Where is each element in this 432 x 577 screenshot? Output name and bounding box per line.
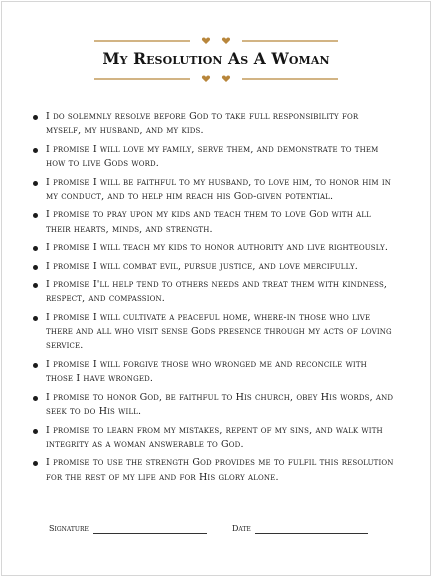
bullet-icon: [33, 213, 38, 218]
bullet-icon: [33, 429, 38, 434]
date-line[interactable]: [255, 533, 368, 534]
bullet-icon: [33, 115, 38, 120]
top-ornament: [94, 36, 338, 46]
bullet-icon: [33, 461, 38, 466]
resolution-item: [32, 110, 394, 139]
page-title: My Resolution As A Woman: [102, 49, 330, 68]
resolution-text: I promise to use the strength God provides me to fulfil this resolution for the rest of my life and for His glory alone.: [46, 457, 394, 483]
resolution-item: [32, 260, 394, 274]
bullet-icon: [33, 181, 38, 186]
signature-line[interactable]: [93, 533, 207, 534]
resolution-item: [32, 391, 394, 420]
resolution-text: I promise I will teach my kids to honor authority and live righteously.: [46, 242, 389, 254]
date-label: Date: [232, 524, 251, 533]
bottom-ornament: [94, 74, 338, 84]
resolution-text: I promise I will forgive those who wronged me and reconcile with those I have wronged.: [46, 358, 367, 385]
resolution-item: [32, 143, 394, 172]
resolution-text: I promise I will love my family, serve them, and demonstrate to them how to live Gods word.: [46, 143, 379, 170]
resolution-item: [32, 176, 394, 205]
resolution-item: [32, 358, 394, 387]
resolution-text: I promise I will be faithful to my husband, to love him, to honor him in my conduct, and to help him reach his God-given potential.: [46, 176, 392, 202]
resolution-text: I promise to honor God, be faithful to His church, obey His words, and seek to do His will.: [46, 391, 394, 418]
resolution-text: I do solemnly resolve before God to take full responsibility for myself, my husband, and my kids.: [46, 111, 359, 137]
resolution-text: I promise to learn from my mistakes, repent of my sins, and walk with integrity as a woman answerable to God.: [46, 424, 383, 450]
resolution-text: I promise I will combat evil, pursue justice, and love mercifully.: [46, 260, 358, 272]
bullet-icon: [33, 396, 38, 401]
resolution-item: [32, 241, 394, 255]
bullet-icon: [33, 283, 38, 288]
resolution-item: [32, 278, 394, 307]
double-heart-icon: [94, 74, 338, 84]
signature-row: [49, 524, 379, 540]
resolution-item: [32, 456, 394, 485]
bullet-icon: [33, 316, 38, 321]
resolution-item: [32, 208, 394, 237]
bullet-icon: [33, 265, 38, 270]
resolution-list: [32, 110, 394, 489]
bullet-icon: [33, 246, 38, 251]
resolution-text: I promise to pray upon my kids and teach them to love God with all their hearts, minds, and strength.: [46, 209, 371, 235]
bullet-icon: [33, 363, 38, 368]
resolution-item: [32, 311, 394, 354]
signature-label: Signature: [49, 524, 89, 533]
resolution-item: [32, 424, 394, 453]
double-heart-icon: [94, 36, 338, 46]
resolution-text: I promise I will cultivate a peaceful home, where-in those who live there and all who visit sense Gods presence through my acts of loving service.: [46, 311, 392, 352]
resolution-text: I promise I'll help tend to others needs and treat them with kindness, respect, and compassion.: [46, 279, 388, 305]
bullet-icon: [33, 148, 38, 153]
